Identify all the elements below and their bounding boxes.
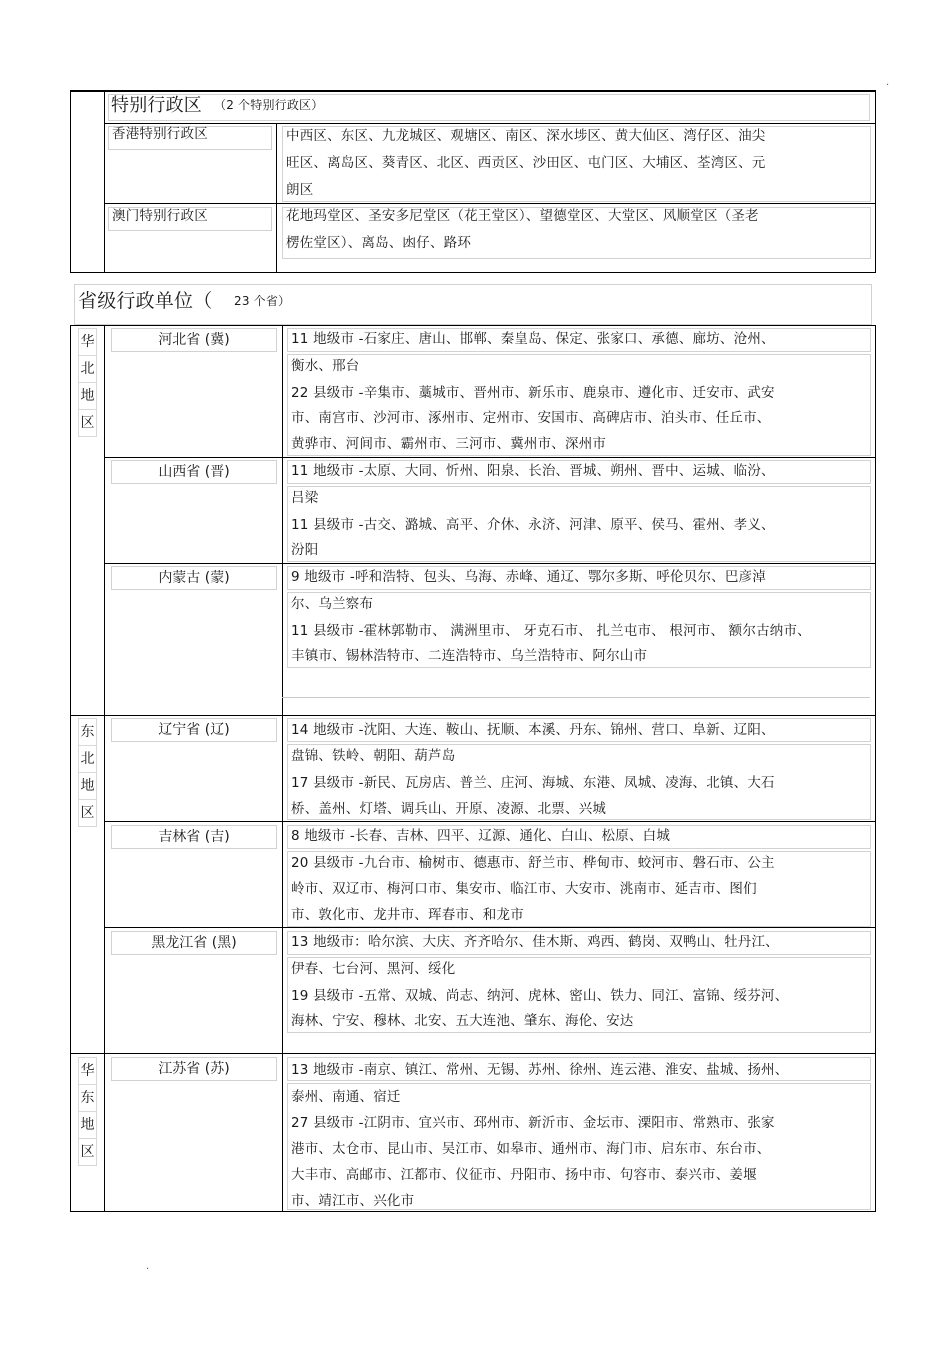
city-list-line: 11 县级市 -古交、潞城、高平、介休、永济、河津、原平、侯马、霍州、孝义、: [291, 517, 775, 533]
region-char: 地: [79, 1112, 96, 1139]
region-char: 区: [80, 805, 95, 821]
city-list-line: 海林、宁安、穆林、北安、五大连池、肇东、海伦、安达: [291, 1013, 634, 1029]
table-right-border: [875, 90, 876, 273]
province-name-heilongjiang: 黑龙江省 (黑): [111, 931, 277, 955]
city-list-line: 汾阳: [291, 542, 319, 558]
provincial-heading-note: 23 个省）: [234, 294, 291, 308]
province-name-liaoning: 辽宁省 (辽): [111, 718, 277, 742]
city-list-line: 市、靖江市、兴化市: [291, 1193, 415, 1209]
city-list-line: 17 县级市 -新民、瓦房店、普兰、庄河、海城、东港、凤城、凌海、北镇、大石: [291, 775, 775, 791]
region-char: 地: [79, 383, 96, 410]
city-list-line: 9 地级市 -呼和浩特、包头、乌海、赤峰、通辽、鄂尔多斯、呼伦贝尔、巴彦淖: [291, 569, 766, 585]
table-left-border: [70, 90, 71, 273]
province-row-divider: [104, 457, 875, 458]
hongkong-districts-line: 朗区: [286, 182, 314, 198]
city-list-line: 盘锦、铁岭、朝阳、葫芦岛: [291, 748, 456, 764]
city-list-line: 黄骅市、河间市、霸州市、三河市、冀州市、深州市: [291, 436, 607, 452]
city-list-line: 20 县级市 -九台市、榆树市、德惠市、舒兰市、桦甸市、蛟河市、磐石市、公主: [291, 855, 775, 871]
city-list-line: 吕梁: [291, 490, 319, 506]
province-name-jiangsu: 江苏省 (苏): [111, 1057, 277, 1081]
city-list-line: 8 地级市 -长春、吉林、四平、辽源、通化、白山、松原、白城: [291, 828, 671, 844]
page-mark-bottom: .: [146, 1261, 150, 1272]
hongkong-districts-line: 旺区、离岛区、葵青区、北区、西贡区、沙田区、屯门区、大埔区、荃湾区、元: [286, 155, 766, 171]
province-row-divider: [104, 563, 875, 564]
region-label-northeast: [78, 718, 97, 827]
city-list-line: 19 县级市 -五常、双城、尚志、纳河、虎林、密山、铁力、同江、富锦、绥芬河、: [291, 988, 789, 1004]
table-right-border: [875, 325, 876, 1211]
region-char: 华: [79, 1058, 96, 1085]
hongkong-districts-line: 中西区、东区、九龙城区、观塘区、南区、深水埗区、黄大仙区、湾仔区、油尖: [286, 128, 766, 144]
region-char: 华: [79, 329, 96, 356]
city-list-line: 13 地级市：哈尔滨、大庆、齐齐哈尔、佳木斯、鸡西、鹤岗、双鸭山、牡丹江、: [291, 934, 779, 950]
city-list-line: 泰州、南通、宿迁: [291, 1089, 401, 1105]
table-row-border: [70, 325, 876, 326]
city-list-line: 13 地级市 -南京、镇江、常州、无锡、苏州、徐州、连云港、淮安、盐城、扬州、: [291, 1062, 789, 1078]
sar-inner-left-border: [104, 90, 105, 273]
city-list-line: 衡水、邢台: [291, 358, 360, 374]
macau-districts-line: 花地玛堂区、圣安多尼堂区（花王堂区）、望德堂区、大堂区、风顺堂区（圣老: [286, 208, 759, 224]
sar-column-divider: [276, 123, 277, 273]
province-name-neimenggu: 内蒙古 (蒙): [111, 566, 277, 590]
province-name-shanxi: 山西省 (晋): [111, 460, 277, 484]
province-row-divider: [104, 927, 875, 928]
sar-heading: 特别行政区: [111, 95, 202, 116]
table-row-border: [70, 715, 876, 716]
province-name-jilin: 吉林省 (吉): [111, 825, 277, 849]
city-list-line: 伊春、七台河、黑河、绥化: [291, 961, 456, 977]
region-label-north-china: [78, 328, 97, 437]
table-row-border: [70, 1053, 876, 1054]
city-list-line: 港市、太仓市、昆山市、吴江市、如皋市、通州市、海门市、启东市、东台市、: [291, 1141, 771, 1157]
city-list-line: 27 县级市 -江阴市、宜兴市、邳州市、新沂市、金坛市、溧阳市、常熟市、张家: [291, 1115, 775, 1131]
city-list-line: 11 地级市 -太原、大同、忻州、阳泉、长治、晋城、朔州、晋中、运城、临汾、: [291, 463, 775, 479]
city-list-line: 岭市、双辽市、梅河口市、集安市、临江市、大安市、洮南市、延吉市、图们: [291, 881, 757, 897]
city-list-line: 11 地级市 -石家庄、唐山、邯郸、秦皇岛、保定、张家口、承德、廊坊、沧州、: [291, 331, 775, 347]
city-list-line: 丰镇市、锡林浩特市、二连浩特市、乌兰浩特市、阿尔山市: [291, 648, 648, 664]
empty-row-divider: [282, 697, 870, 698]
table-top-border: [70, 90, 876, 92]
sar-row-divider: [104, 203, 875, 204]
hongkong-name: 香港特别行政区: [112, 126, 208, 142]
region-char: 东: [79, 719, 96, 746]
region-char: 东: [79, 1085, 96, 1112]
table-left-border: [70, 325, 71, 1211]
region-char: 北: [79, 356, 96, 383]
provincial-heading: 省级行政单位（: [78, 290, 213, 312]
sar-bottom-border: [70, 272, 876, 273]
province-name-hebei: 河北省 (冀): [111, 328, 277, 352]
province-row-divider: [104, 821, 875, 822]
city-list-line: 桥、盖州、灯塔、调兵山、开原、凌源、北票、兴城: [291, 801, 607, 817]
table-bottom-border: [70, 1211, 876, 1212]
city-list-line: 22 县级市 -辛集市、藁城市、晋州市、新乐市、鹿泉市、遵化市、迁安市、武安: [291, 385, 775, 401]
city-list-line: 大丰市、高邮市、江都市、仪征市、丹阳市、扬中市、句容市、泰兴市、姜堰: [291, 1167, 757, 1183]
city-list-line: 尔、乌兰察布: [291, 596, 374, 612]
macau-districts-line: 楞佐堂区）、离岛、凼仔、路环: [286, 235, 472, 251]
region-label-east-china: [78, 1057, 97, 1166]
city-list-line: 11 县级市 -霍林郭勒市、 满洲里市、 牙克石市、 扎兰屯市、 根河市、 额尔古纳市、: [291, 623, 811, 639]
region-char: 北: [79, 746, 96, 773]
sar-heading-divider: [104, 123, 875, 124]
macau-name: 澳门特别行政区: [112, 208, 208, 224]
region-char: 区: [80, 1144, 95, 1160]
region-char: 地: [79, 773, 96, 800]
city-list-line: 市、敦化市、龙井市、珲春市、和龙市: [291, 907, 524, 923]
city-list-line: 14 地级市 -沈阳、大连、鞍山、抚顺、本溪、丹东、锦州、营口、阜新、辽阳、: [291, 722, 775, 738]
region-char: 区: [80, 415, 95, 431]
city-list-line: 市、南宫市、沙河市、涿州市、定州市、安国市、高碑店市、泊头市、任丘市、: [291, 410, 771, 426]
page-mark-top: .: [886, 77, 890, 88]
sar-heading-note: （2 个特别行政区）: [214, 98, 324, 112]
